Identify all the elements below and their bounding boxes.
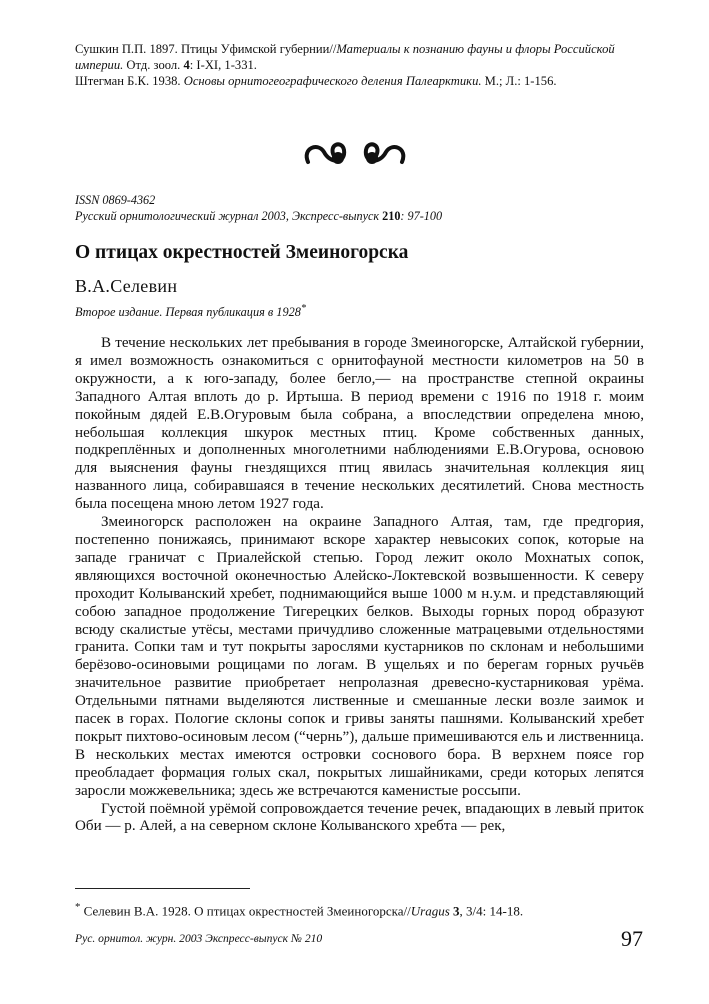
footnote bbox=[75, 899, 644, 919]
footnote-separator: // bbox=[403, 903, 411, 919]
footnote-marker: * bbox=[300, 303, 307, 314]
issn: ISSN 0869-4362 bbox=[75, 193, 156, 207]
journal-header bbox=[75, 193, 635, 224]
reference-source: Основы орнитогеографического деления Палеарктики. bbox=[183, 73, 482, 88]
reference-item bbox=[75, 42, 645, 74]
paragraph: В течение нескольких лет пребывания в городе Змеиногорске, Алтайской губернии, я имел возможность ознакомиться с орнитофауной местности километров на 50 в окружности, а к юго-западу, более бегло,— на пространстве степной окраины Западного Алтая вплоть до р. Иртыша. В период времени с 1916 по 1918 г. моим покойным дядей Е.В.Огуровым была собрана, а впоследствии определена мною, небольшая коллекция шкурок местных птиц. Кроме собственных данных, подкреплённых и дополненных многолетними наблюдениями Е.В.Огурова, основою для выяснения фауны гнездящихся птиц явилась значительная коллекция яиц названного лица, собиравшаяся в течение нескольких десятилетий. Снова местность была посещена мною летом 1927 года. bbox=[75, 335, 644, 513]
footnote-pages: , 3/4: 14-18. bbox=[459, 903, 524, 919]
footnote-volume: 3 bbox=[453, 903, 460, 919]
reference-source: Материалы к познанию фауны и флоры Российской империи. bbox=[75, 42, 615, 72]
paragraph: Густой поёмной урёмой сопровождается течение речек, впадающих в левый приток Оби — р. Алей, а на северном склоне Колыванского хребта — рек, bbox=[75, 800, 644, 835]
reference-section: Отд. зоол. bbox=[126, 57, 181, 72]
footnote-mark: * bbox=[75, 901, 81, 913]
reference-separator: // bbox=[329, 42, 337, 56]
journal-citation bbox=[75, 209, 635, 225]
journal-pages: : 97-100 bbox=[400, 208, 443, 223]
reference-authors: Сушкин П.П. 1897. bbox=[75, 42, 178, 56]
paragraph: Змеиногорск расположен на окраине Западного Алтая, там, где предгория, постепенно понижаясь, принимают вскоре характер невысоких сопок, которые на западе граничат с Приалейской степью. Город лежит около Мохнатых сопок, являющихся восточной оконечностью Алейско-Локтевской возвышенности. К северу проходит Колыванский хребет, поднимающийся выше 1000 м н.у.м. и представляющий собою западное продолжение Тигерецких белков. Выходы горных пород образуют всюду скалистые утёсы, местами причудливо сложенные матрацевыми отдельностями гранита. Сопки там и тут покрыты зарослями кустарников по склонам и небольшими берёзово-осиновыми рощицами по логам. В ущельях и по берегам горных ручьёв значительное развитие приобретает непролазная древесно-кустарниковая урёма. Отдельными пятнами выделяются лиственные и смешанные лески возле заимок и пасек в горах. Пологие склоны сопок и гривы заняты пашнями. Колыванский хребет покрыт пихтово-осиновым лесом (“чернь”), дальше примешиваются ель и лиственница. В нескольких местах имеются островки соснового бора. В верхнем поясе гор преобладает формация голых скал, покрытых лишайниками, среди которых лепятся заросли можжевельника; здесь же встречаются каменистые россыпи. bbox=[75, 514, 644, 799]
journal-name: Русский орнитологический журнал 2003, Экспресс-выпуск bbox=[75, 208, 380, 223]
running-footer: Рус. орнитол. журн. 2003 Экспресс-выпуск № 210 bbox=[75, 932, 323, 945]
article-author: В.А.Селевин bbox=[75, 276, 178, 296]
edition-note-text: Второе издание. Первая публикация в 1928 bbox=[75, 305, 301, 320]
journal-issue: 210 bbox=[382, 208, 401, 223]
section-ornament bbox=[0, 134, 709, 185]
footnote-divider bbox=[75, 888, 250, 889]
article-title: О птицах окрестностей Змеиногорска bbox=[75, 242, 409, 263]
reference-title: Птицы Уфимской губернии bbox=[180, 42, 330, 56]
edition-note bbox=[75, 301, 306, 320]
page-number: 97 bbox=[621, 926, 643, 951]
reference-item bbox=[75, 74, 645, 90]
reference-authors: Штегман Б.К. 1938. bbox=[75, 73, 181, 88]
reference-list bbox=[75, 42, 645, 89]
reference-volume: 4 bbox=[183, 57, 190, 72]
reference-pages: : I-XI, 1-331. bbox=[189, 57, 257, 72]
footnote-text: Селевин В.А. 1928. О птицах окрестностей Змеиногорска bbox=[83, 903, 404, 919]
article-body bbox=[75, 335, 644, 836]
ornament-icon bbox=[300, 134, 410, 174]
reference-place: М.; Л.: 1-156. bbox=[484, 73, 557, 88]
footnote-journal: Uragus bbox=[410, 903, 450, 919]
